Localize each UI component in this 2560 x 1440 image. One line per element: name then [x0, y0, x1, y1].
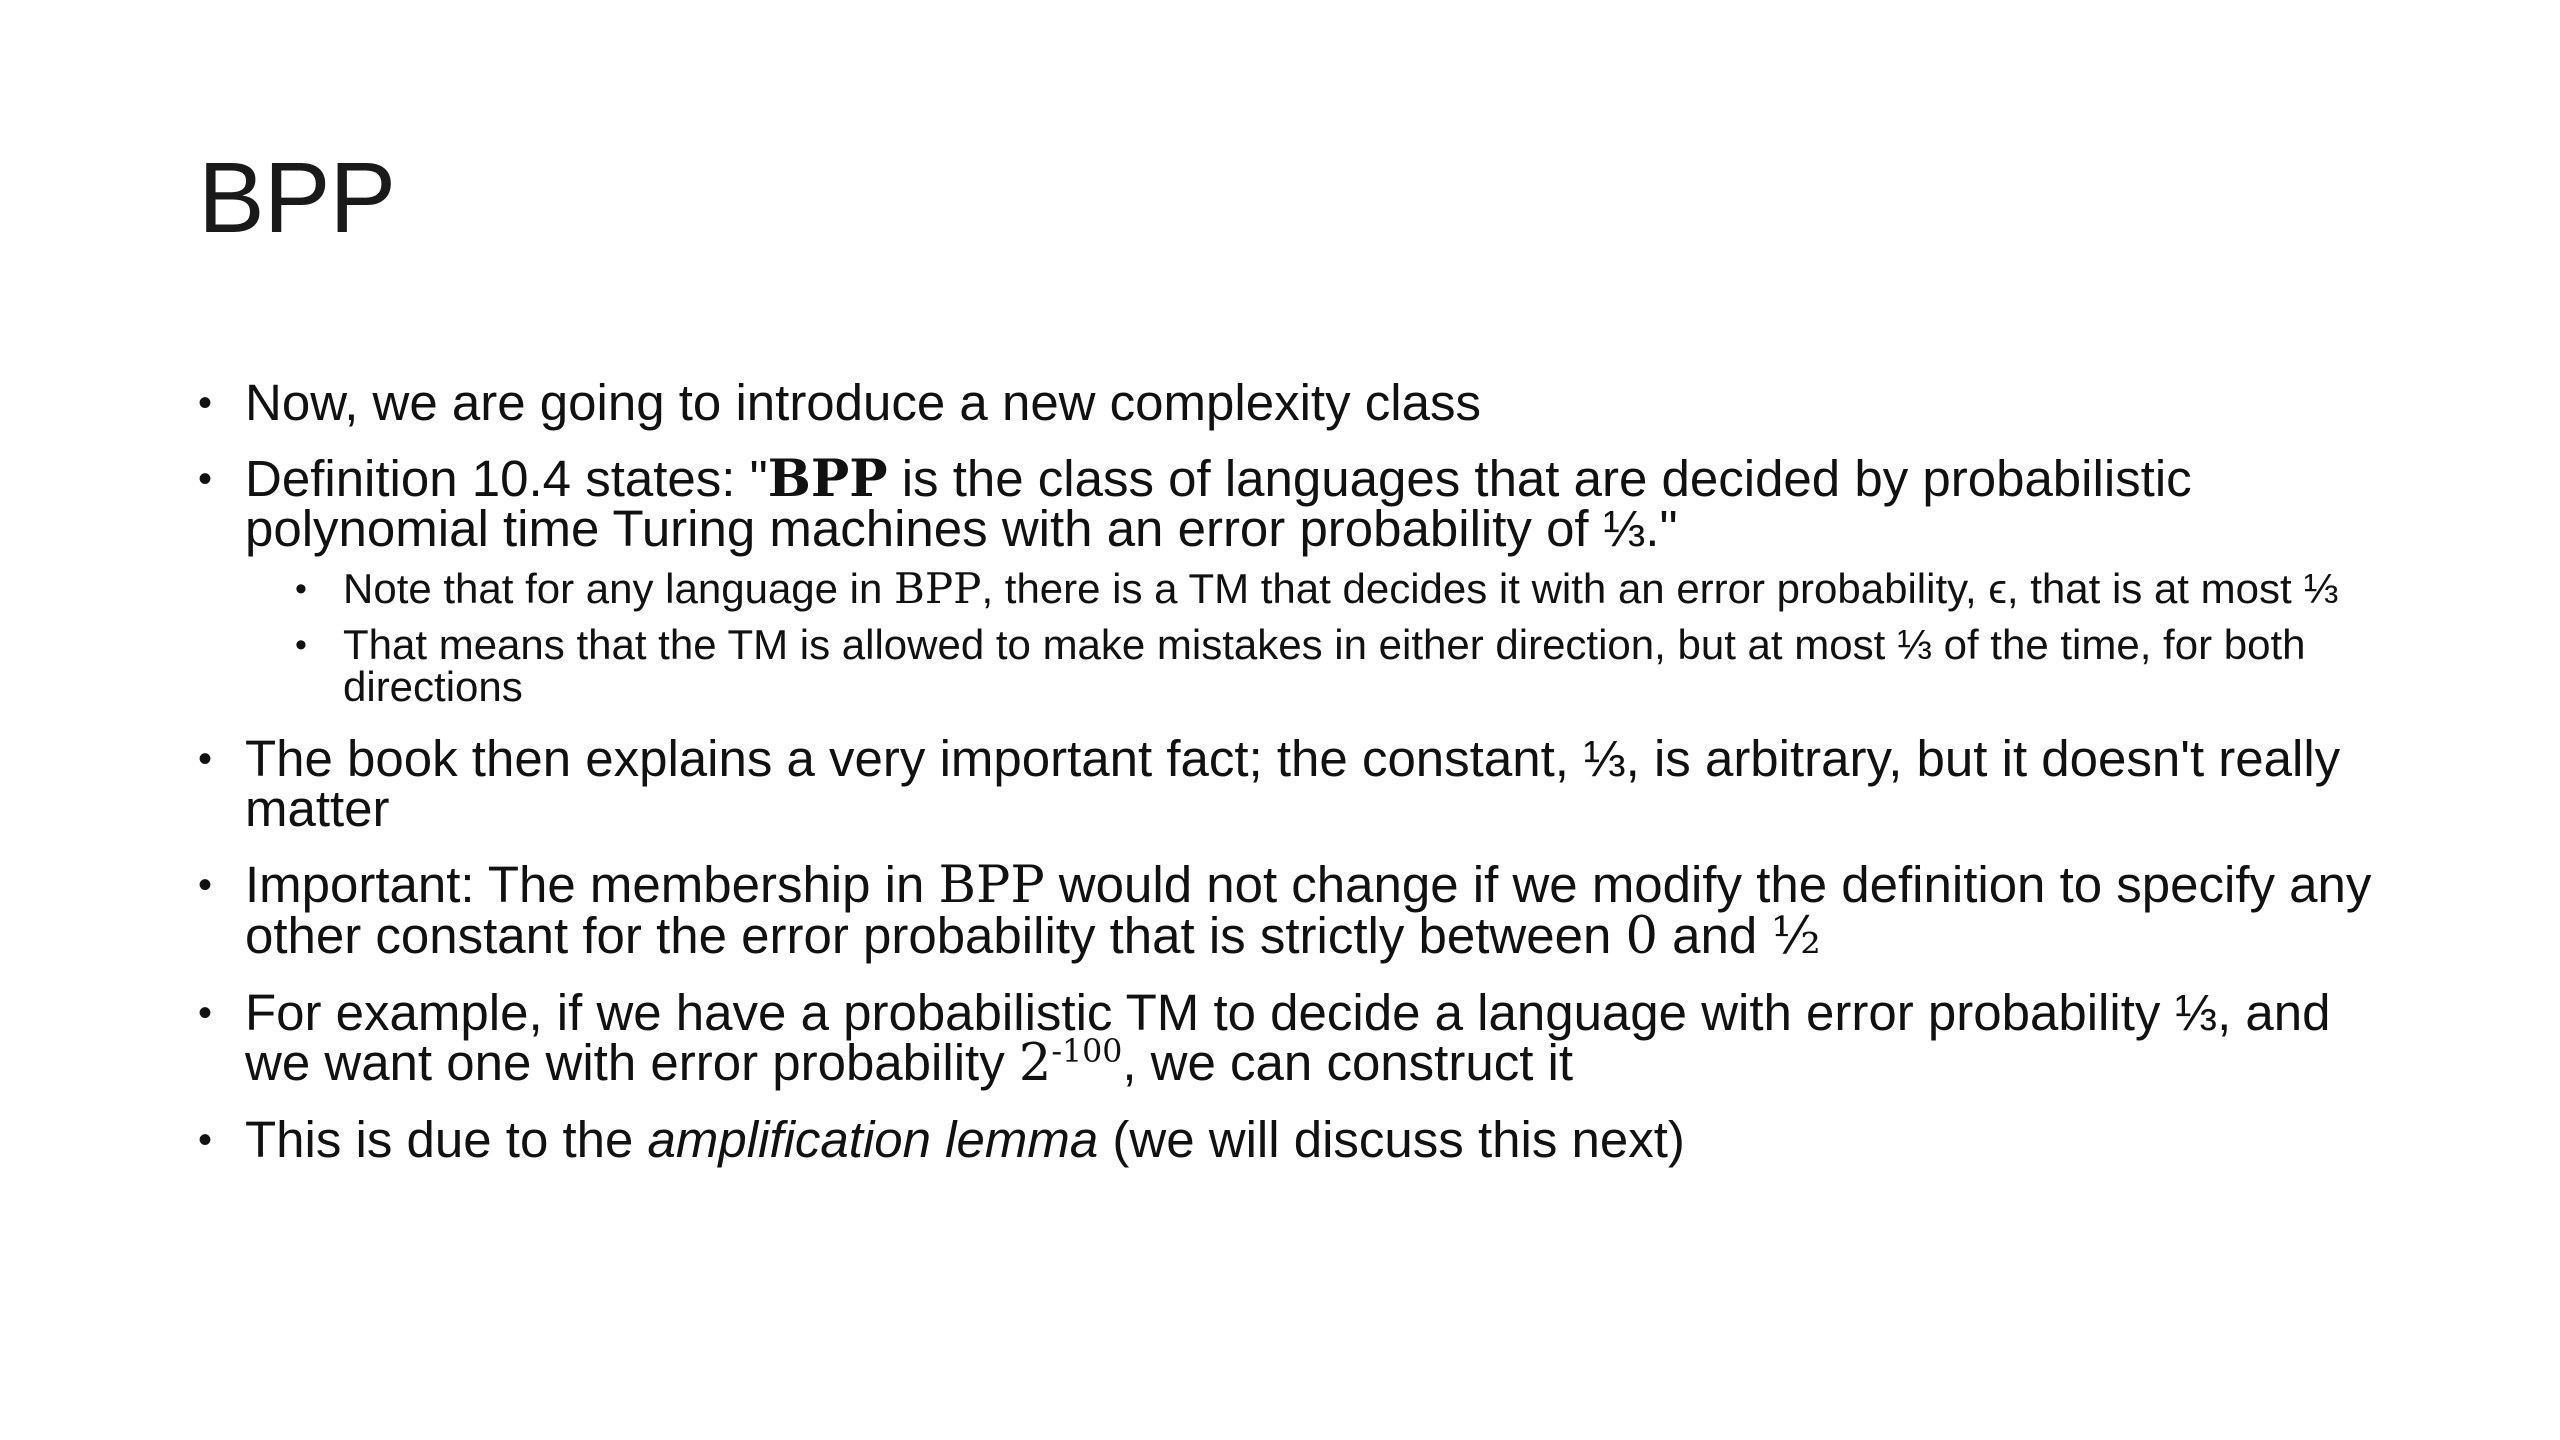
sub-bullet-text-post: , there is a TM that decides it with an error probability, ϵ, that is at most ⅓ — [981, 565, 2339, 612]
bullet-text-pre: For example, if we have a probabilistic TM to decide a language with error probability ⅓, and we want one with error probability — [245, 984, 2331, 1091]
bullet-text-mid: would not change if we modify the definition to specify any other constant for the error probability that is strictly between — [245, 856, 2372, 964]
slide-body — [198, 374, 2398, 1191]
math-bpp: BPP — [894, 564, 982, 613]
emphasis-term: amplification lemma — [647, 1111, 1099, 1168]
math-exponent: -100 — [1051, 1034, 1123, 1070]
bullet-text-pre: Important: The membership in — [245, 856, 939, 913]
bullet-text: Now, we are going to introduce a new complexity class — [245, 374, 1481, 431]
math-base: 2 — [1018, 1034, 1052, 1093]
sub-bullet-item — [245, 621, 2398, 710]
bullet-text: The book then explains a very important fact; the constant, ⅓, is arbitrary, but it doesn't really matter — [245, 730, 2341, 837]
bullet-icon: • — [295, 626, 307, 664]
bullet-item — [198, 730, 2398, 837]
bullet-icon: • — [198, 863, 213, 907]
bullet-text-pre: Definition 10.4 states: " — [245, 450, 768, 507]
slide-title: BPP — [198, 142, 396, 254]
bullet-list — [198, 374, 2398, 1168]
math-half: ½ — [1771, 907, 1821, 966]
bullet-item — [198, 374, 2398, 431]
bullet-item — [198, 856, 2398, 966]
bullet-text-post: (we will discuss this next) — [1098, 1111, 1685, 1168]
bullet-icon: • — [198, 381, 213, 425]
bullet-icon: • — [198, 457, 213, 501]
bullet-item — [198, 984, 2398, 1093]
sub-bullet-text: That means that the TM is allowed to make mistakes in either direction, but at most ⅓ of the time, for both directions — [343, 621, 2306, 710]
bullet-item — [198, 1111, 2398, 1168]
bullet-item — [198, 449, 2398, 710]
sub-bullet-list — [245, 564, 2398, 710]
bullet-icon: • — [198, 1118, 213, 1162]
sub-bullet-item — [245, 564, 2398, 613]
math-bpp: BPP — [938, 856, 1045, 915]
bullet-text-post: is the class of languages that are decided by probabilistic polynomial time Turing machines with an error probability of ⅓." — [245, 450, 2192, 557]
bullet-text-pre: This is due to the — [245, 1111, 648, 1168]
bullet-icon: • — [295, 570, 307, 608]
bullet-icon: • — [198, 991, 213, 1035]
bullet-icon: • — [198, 737, 213, 781]
sub-bullet-text-pre: Note that for any language in — [343, 565, 895, 612]
math-bpp: BPP — [767, 449, 888, 509]
bullet-text-and: and — [1657, 907, 1772, 964]
bullet-text-post: , we can construct it — [1122, 1034, 1574, 1091]
math-zero: 0 — [1625, 907, 1658, 966]
